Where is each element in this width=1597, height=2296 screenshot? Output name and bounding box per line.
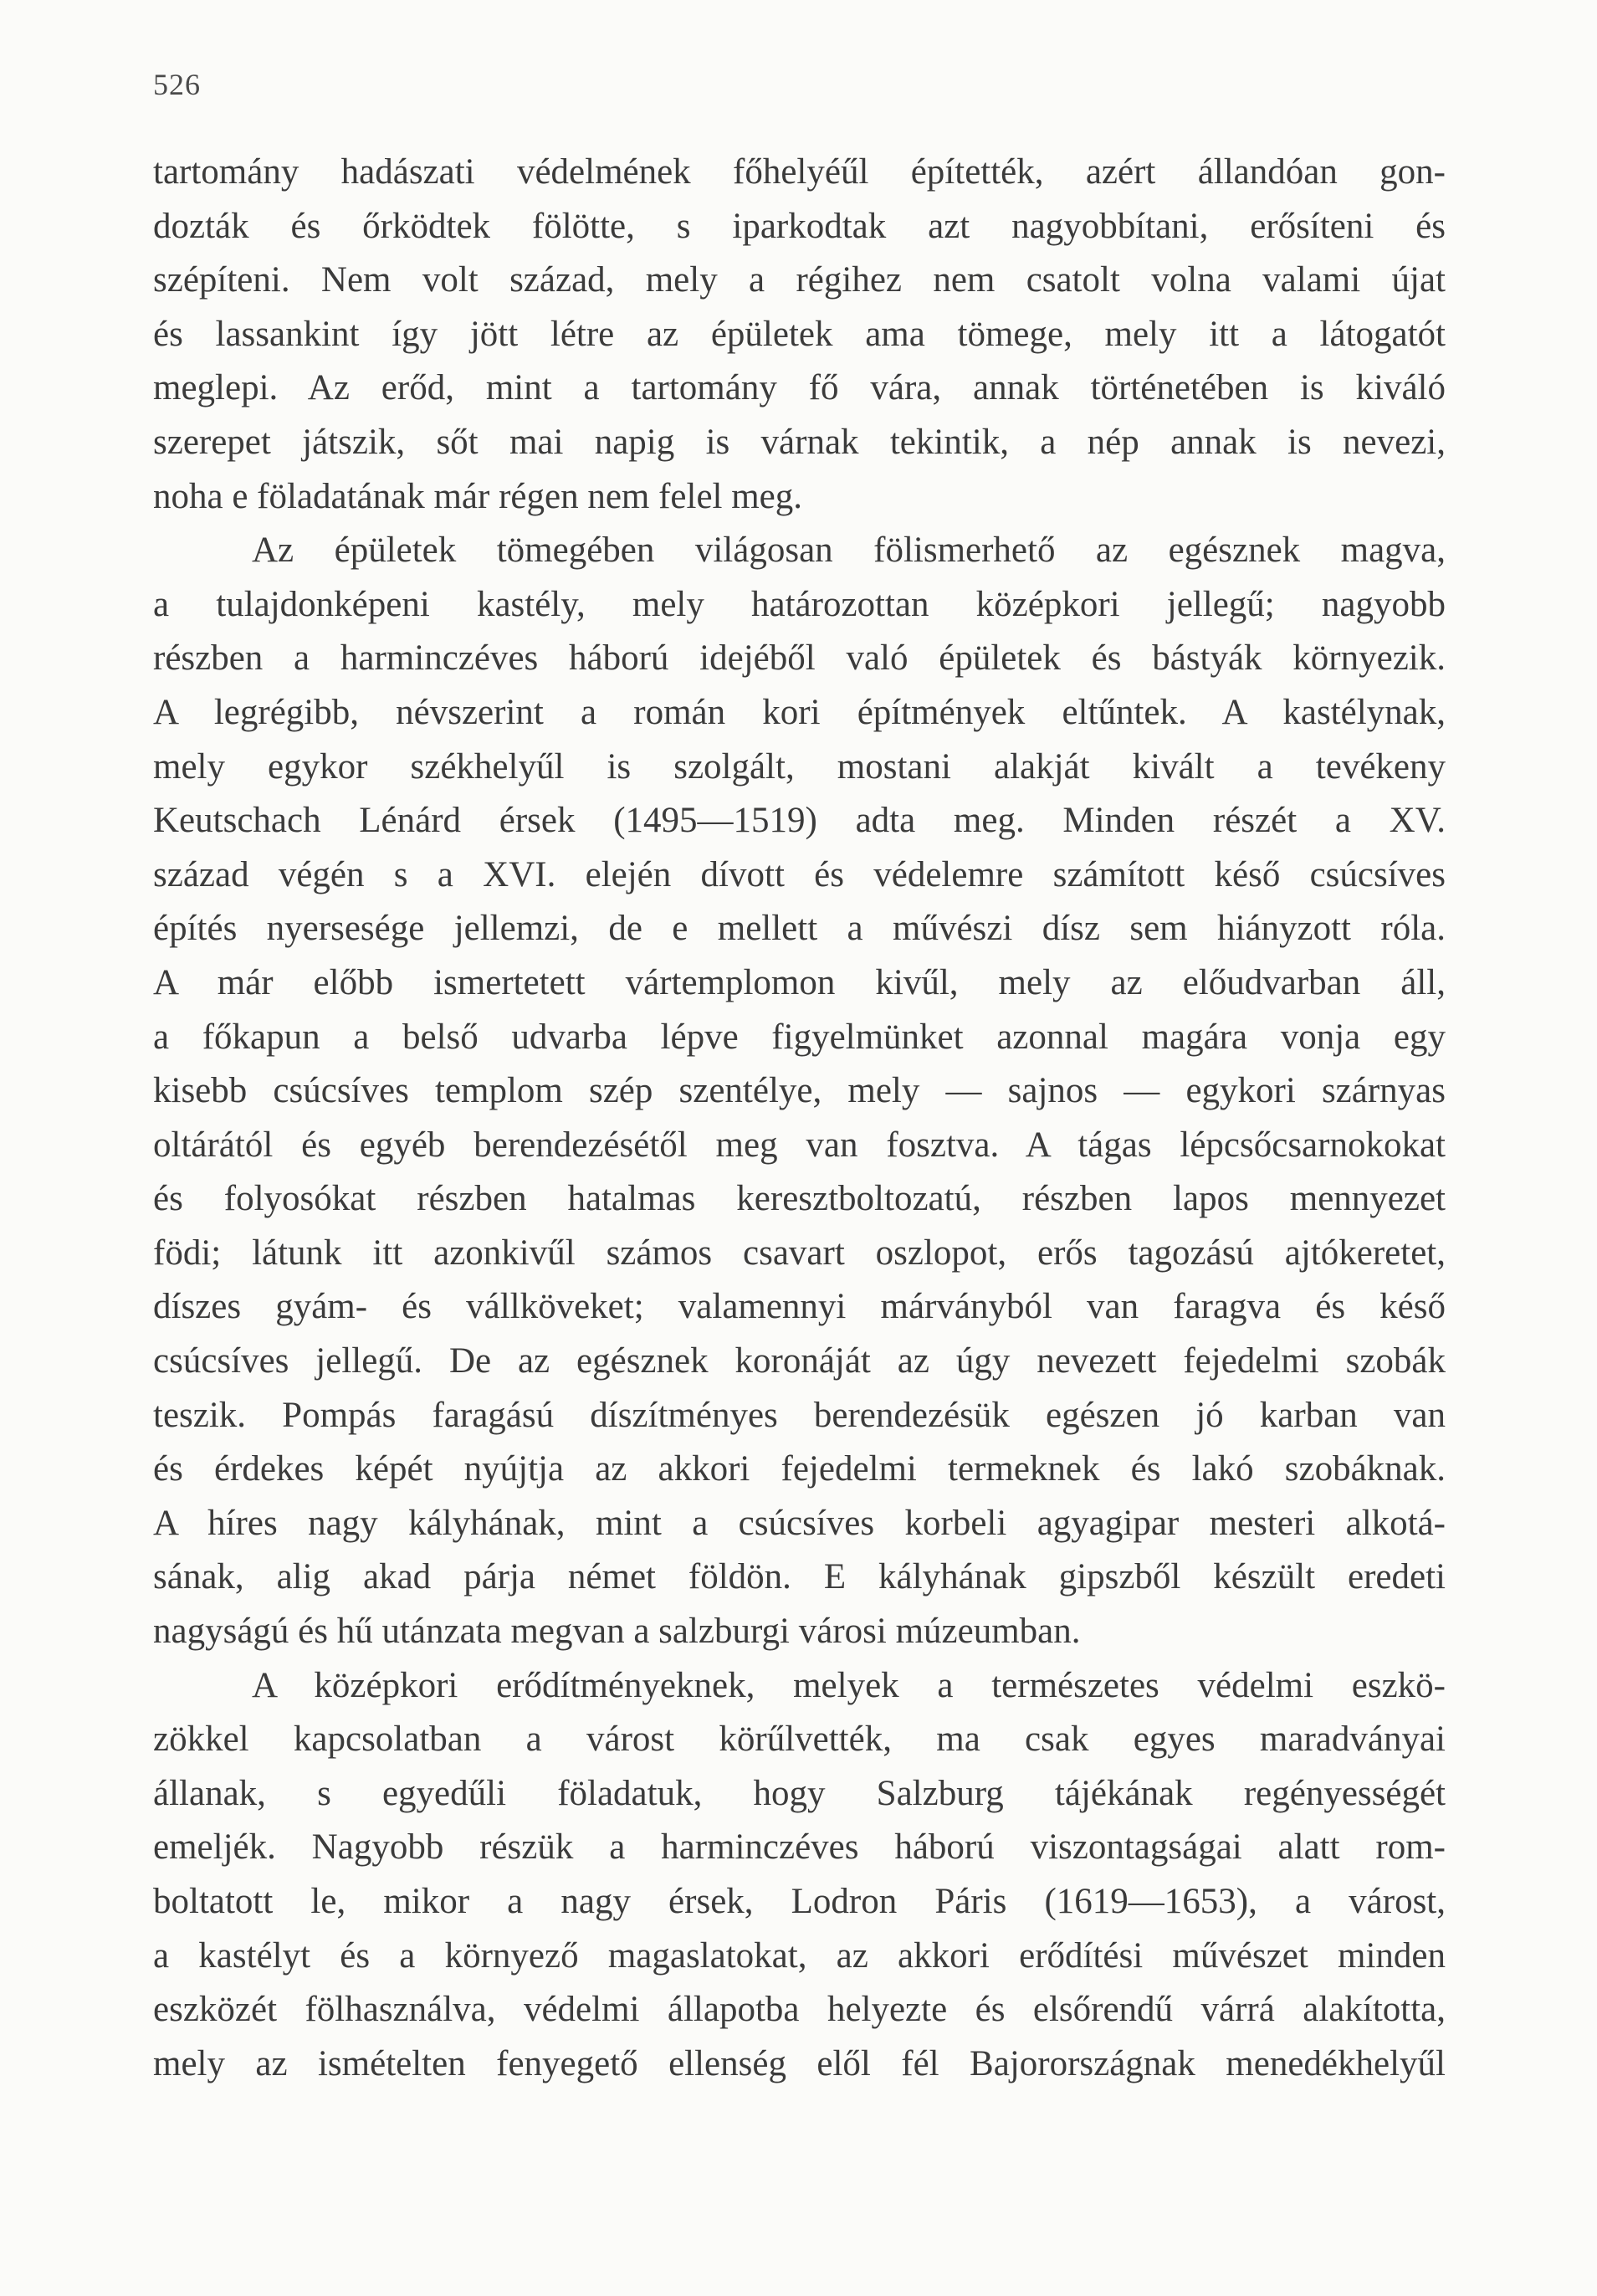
text-line: század végén s a XVI. elején dívott és védelemre számított késő csúcsíves — [153, 854, 1446, 894]
text-line: noha e föladatának már régen nem felel meg. — [153, 476, 803, 516]
text-line: mely egykor székhelyűl is szolgált, mostani alakját kivált a tevékeny — [153, 746, 1446, 787]
text-line: a főkapun a belső udvarba lépve figyelmünket azonnal magára vonja egy — [153, 1017, 1446, 1057]
text-line: állanak, s egyedűli föladatuk, hogy Salzburg tájékának regényességét — [153, 1773, 1446, 1813]
text-line: boltatott le, mikor a nagy érsek, Lodron Páris (1619—1653), a várost, — [153, 1882, 1446, 1921]
text-line: szerepet játszik, sőt mai napig is várnak tekintik, a nép annak is nevezi, — [153, 422, 1446, 462]
text-line: mely az ismételten fenyegető ellenség elől fél Bajorországnak menedékhelyűl — [153, 2043, 1446, 2083]
text-line: A legrégibb, névszerint a román kori építmények eltűntek. A kastélynak, — [153, 692, 1446, 732]
text-line: és érdekes képét nyújtja az akkori fejedelmi termeknek és lakó szobáknak. — [153, 1449, 1446, 1489]
text-line: emeljék. Nagyobb részük a harminczéves háború viszontagságai alatt rom- — [153, 1827, 1446, 1868]
text-line: tartomány hadászati védelmének főhelyéűl építették, azért állandóan gon- — [153, 152, 1446, 192]
text-line: eszközét fölhasználva, védelmi állapotba helyezte és elsőrendű várrá alakította, — [153, 1990, 1446, 2030]
text-line: kisebb csúcsíves templom szép szentélye, mely — sajnos — egykori szárnyas — [153, 1071, 1446, 1111]
text-line: a kastélyt és a környező magaslatokat, az akkori erődítési művészet minden — [153, 1935, 1446, 1976]
text-line: építés nyersesége jellemzi, de e mellett a művészi dísz sem hiányzott róla. — [153, 909, 1446, 949]
text-line: díszes gyám- és vállköveket; valamennyi márványból van faragva és késő — [153, 1287, 1446, 1327]
text-line: meglepi. Az erőd, mint a tartomány fő vára, annak történetében is kiváló — [153, 368, 1446, 408]
paragraph — [153, 524, 1446, 1658]
paragraph — [153, 146, 1446, 524]
text-line: Az épületek tömegében világosan fölismerhető az egésznek magva, — [252, 530, 1446, 571]
text-line: sának, alig akad párja német földön. E kályhának gipszből készült eredeti — [153, 1557, 1446, 1597]
paragraph — [153, 1659, 1446, 2092]
text-line: födi; látunk itt azonkivűl számos csavart oszlopot, erős tagozású ajtókeretet, — [153, 1233, 1446, 1273]
text-line: A középkori erődítményeknek, melyek a természetes védelmi eszkö- — [252, 1665, 1446, 1705]
text-line: a tulajdonképeni kastély, mely határozottan középkori jellegű; nagyobb — [153, 584, 1446, 624]
text-line: Keutschach Lénárd érsek (1495—1519) adta meg. Minden részét a XV. — [153, 801, 1446, 841]
text-line: nagyságú és hű utánzata megvan a salzburgi városi múzeumban. — [153, 1612, 1081, 1652]
text-line: részben a harminczéves háború idejéből való épületek és bástyák környezik. — [153, 638, 1446, 679]
body-text — [153, 146, 1446, 2091]
text-line: oltárától és egyéb berendezésétől meg van fosztva. A tágas lépcsőcsarnokokat — [153, 1125, 1446, 1165]
text-line: teszik. Pompás faragású díszítményes berendezésük egészen jó karban van — [153, 1395, 1446, 1435]
text-line: A híres nagy kályhának, mint a csúcsíves korbeli agyagipar mesteri alkotá- — [153, 1503, 1446, 1543]
text-line: és folyosókat részben hatalmas keresztboltozatú, részben lapos mennyezet — [153, 1179, 1446, 1219]
text-line: szépíteni. Nem volt század, mely a régihez nem csatolt volna valami újat — [153, 260, 1446, 300]
text-line: csúcsíves jellegű. De az egésznek koronáját az úgy nevezett fejedelmi szobák — [153, 1341, 1446, 1381]
text-line: és lassankint így jött létre az épületek ama tömege, mely itt a látogatót — [153, 314, 1446, 354]
text-line: zökkel kapcsolatban a várost körűlvették, ma csak egyes maradványai — [153, 1719, 1446, 1760]
page-number: 526 — [153, 68, 201, 101]
text-line: A már előbb ismertetett vártemplomon kivűl, mely az előudvarban áll, — [153, 962, 1446, 1002]
text-line: dozták és őrködtek fölötte, s iparkodtak azt nagyobbítani, erősíteni és — [153, 206, 1446, 246]
